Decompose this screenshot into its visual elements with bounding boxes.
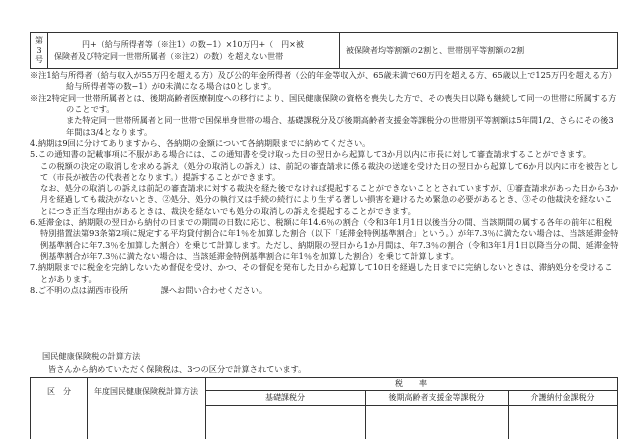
header-calc-method: 年度国民健康保険税計算方法 xyxy=(94,386,198,396)
tax-reduction-table-row xyxy=(30,32,618,69)
formula-line: 保険者及び特定同一世帯所属者（※注2）の数）を超えない世帯 xyxy=(54,51,284,61)
item-number: 4. xyxy=(30,137,38,148)
note-1 xyxy=(30,70,620,81)
note-text: 給与所得者（給与収入が55万円を超える方）及び公的年金所得者（公的年金等収入が、65歳未満で60万円を超える方、65歳以上で125万円を超える方） xyxy=(51,70,617,80)
note-label: ※注1 xyxy=(30,70,52,80)
item-5-paragraph: この税額の決定の取消しを求める訴え（処分の取消しの訴え）は、前記の審査請求に係る裁決の送達を受けた日の翌日から起算して6か月以内に市を被告として（市長が被告の代表者となります。）提訴することができます。 xyxy=(40,160,619,182)
subheader-elderly-support: 後期高齢者支援金等課税分 xyxy=(388,392,485,402)
item-text: この通知書の記載事項に不服がある場合には、この通知書を受け取った日の翌日から起算して3か月以内に市長に対して審査請求することができます。 xyxy=(37,149,591,160)
note-1-continuation: 給与所得者等の数−1）が0未満になる場合は0とします。 xyxy=(66,81,277,92)
item-text: ご不明の点は湖西市役所 課へお問い合わせください。 xyxy=(37,284,268,295)
item-text: 納期は9回に分けてありますから、各納期の金額について各納期限までに納めてください。 xyxy=(37,137,371,148)
reduction-description-cell: 被保険者均等割額の2割と、世帯別平等割額の2割 xyxy=(346,45,525,55)
notice-item-6 xyxy=(30,217,620,262)
formula-line: 円+（給与所得者等（※注1）の数−1）×10万円+（ 円×被 xyxy=(82,40,304,50)
item-number: 8. xyxy=(30,284,38,295)
row-number-char: 号 xyxy=(35,55,43,65)
notice-item-8 xyxy=(30,285,620,296)
note-label: ※注2 xyxy=(30,92,52,103)
item-text: 納期限までに税金を完納しないため督促を受け、かつ、その督促を発布した日から起算して10日を経過した日までに完納しないときは、滞納処分を受けることがあります。 xyxy=(37,262,613,284)
calc-method-subtitle: 皆さんから納めていただく保険税は、3つの区分で計算されています。 xyxy=(48,364,307,374)
subheader-care: 介護納付金課税分 xyxy=(530,392,595,402)
note-2 xyxy=(30,93,620,116)
subheader-basic: 基礎課税分 xyxy=(265,392,305,402)
item-number: 7. xyxy=(30,262,38,273)
item-number: 5. xyxy=(30,149,38,160)
notice-item-4 xyxy=(30,138,620,149)
row-number-char: 3 xyxy=(36,45,42,55)
header-tax-rate: 税 率 xyxy=(395,379,427,389)
item-5-paragraph: なお、処分の取消しの訴えは前記の審査請求に対する裁決を経た後でなければ提起することができないこととされていますが、①審査請求があった日から3か月を経過しても裁決がないとき、②処分、処分の執行又は手続の続行により生ずる著しい損害を避けるため緊急の必要があるとき、③その他裁決を経ないことにつき正当な理由があるときは、裁決を経ないでも処分の取消しの訴えを提起することができます。 xyxy=(40,183,619,216)
item-number: 6. xyxy=(30,217,38,228)
notes-section xyxy=(30,70,620,296)
row-number-char: 第 xyxy=(35,36,43,46)
note-text: 特定同一世帯所属者とは、後期高齢者医療制度への移行により、国民健康保険の資格を喪失した方で、その喪失日以降も継続して同一の世帯に所属する方のことです。 xyxy=(51,92,617,114)
item-text: 延滞金は、納期限の翌日から納付の日までの期間の日数に応じ、税額に年14.6％の割合（令和3年1月1日以後当分の間、当該期間の属する各年の前年に租税特別措置法第93条第2項に規定する平均貸付割合に年1％を加算した割合（以下「延滞金特例基準割合」という。）が年7.3％に満たない場合は、当該延滞金特例基準割合に年7.3％を加算した割合）を乗じて計算します。ただし、納期限の翌日から1か月間は、年7.3％の割合（令和3年1月1日以降当分の間、延滞金特例基準割合が年7.3％に満たない場合は、当該延滞金特例基準割合に年1％を加算した割合）を乗じて計算します。 xyxy=(37,217,619,261)
row-number-cell xyxy=(31,33,48,68)
note-2-continuation: また特定同一世帯所属者と同一世帯で国保単身世帯の場合、基礎課税分及び後期高齢者支援金等課税分の世帯別平等割額は5年間1/2、さらにその後3年間は3/4となります。 xyxy=(66,115,614,137)
calc-method-table xyxy=(30,377,618,439)
calc-method-title: 国民健康保険税の計算方法 xyxy=(42,351,141,361)
notice-item-5 xyxy=(30,149,620,160)
income-formula-cell xyxy=(48,33,340,68)
table-subheader-divider xyxy=(205,405,617,406)
header-kubun: 区 分 xyxy=(47,386,71,396)
notice-item-7 xyxy=(30,262,620,285)
